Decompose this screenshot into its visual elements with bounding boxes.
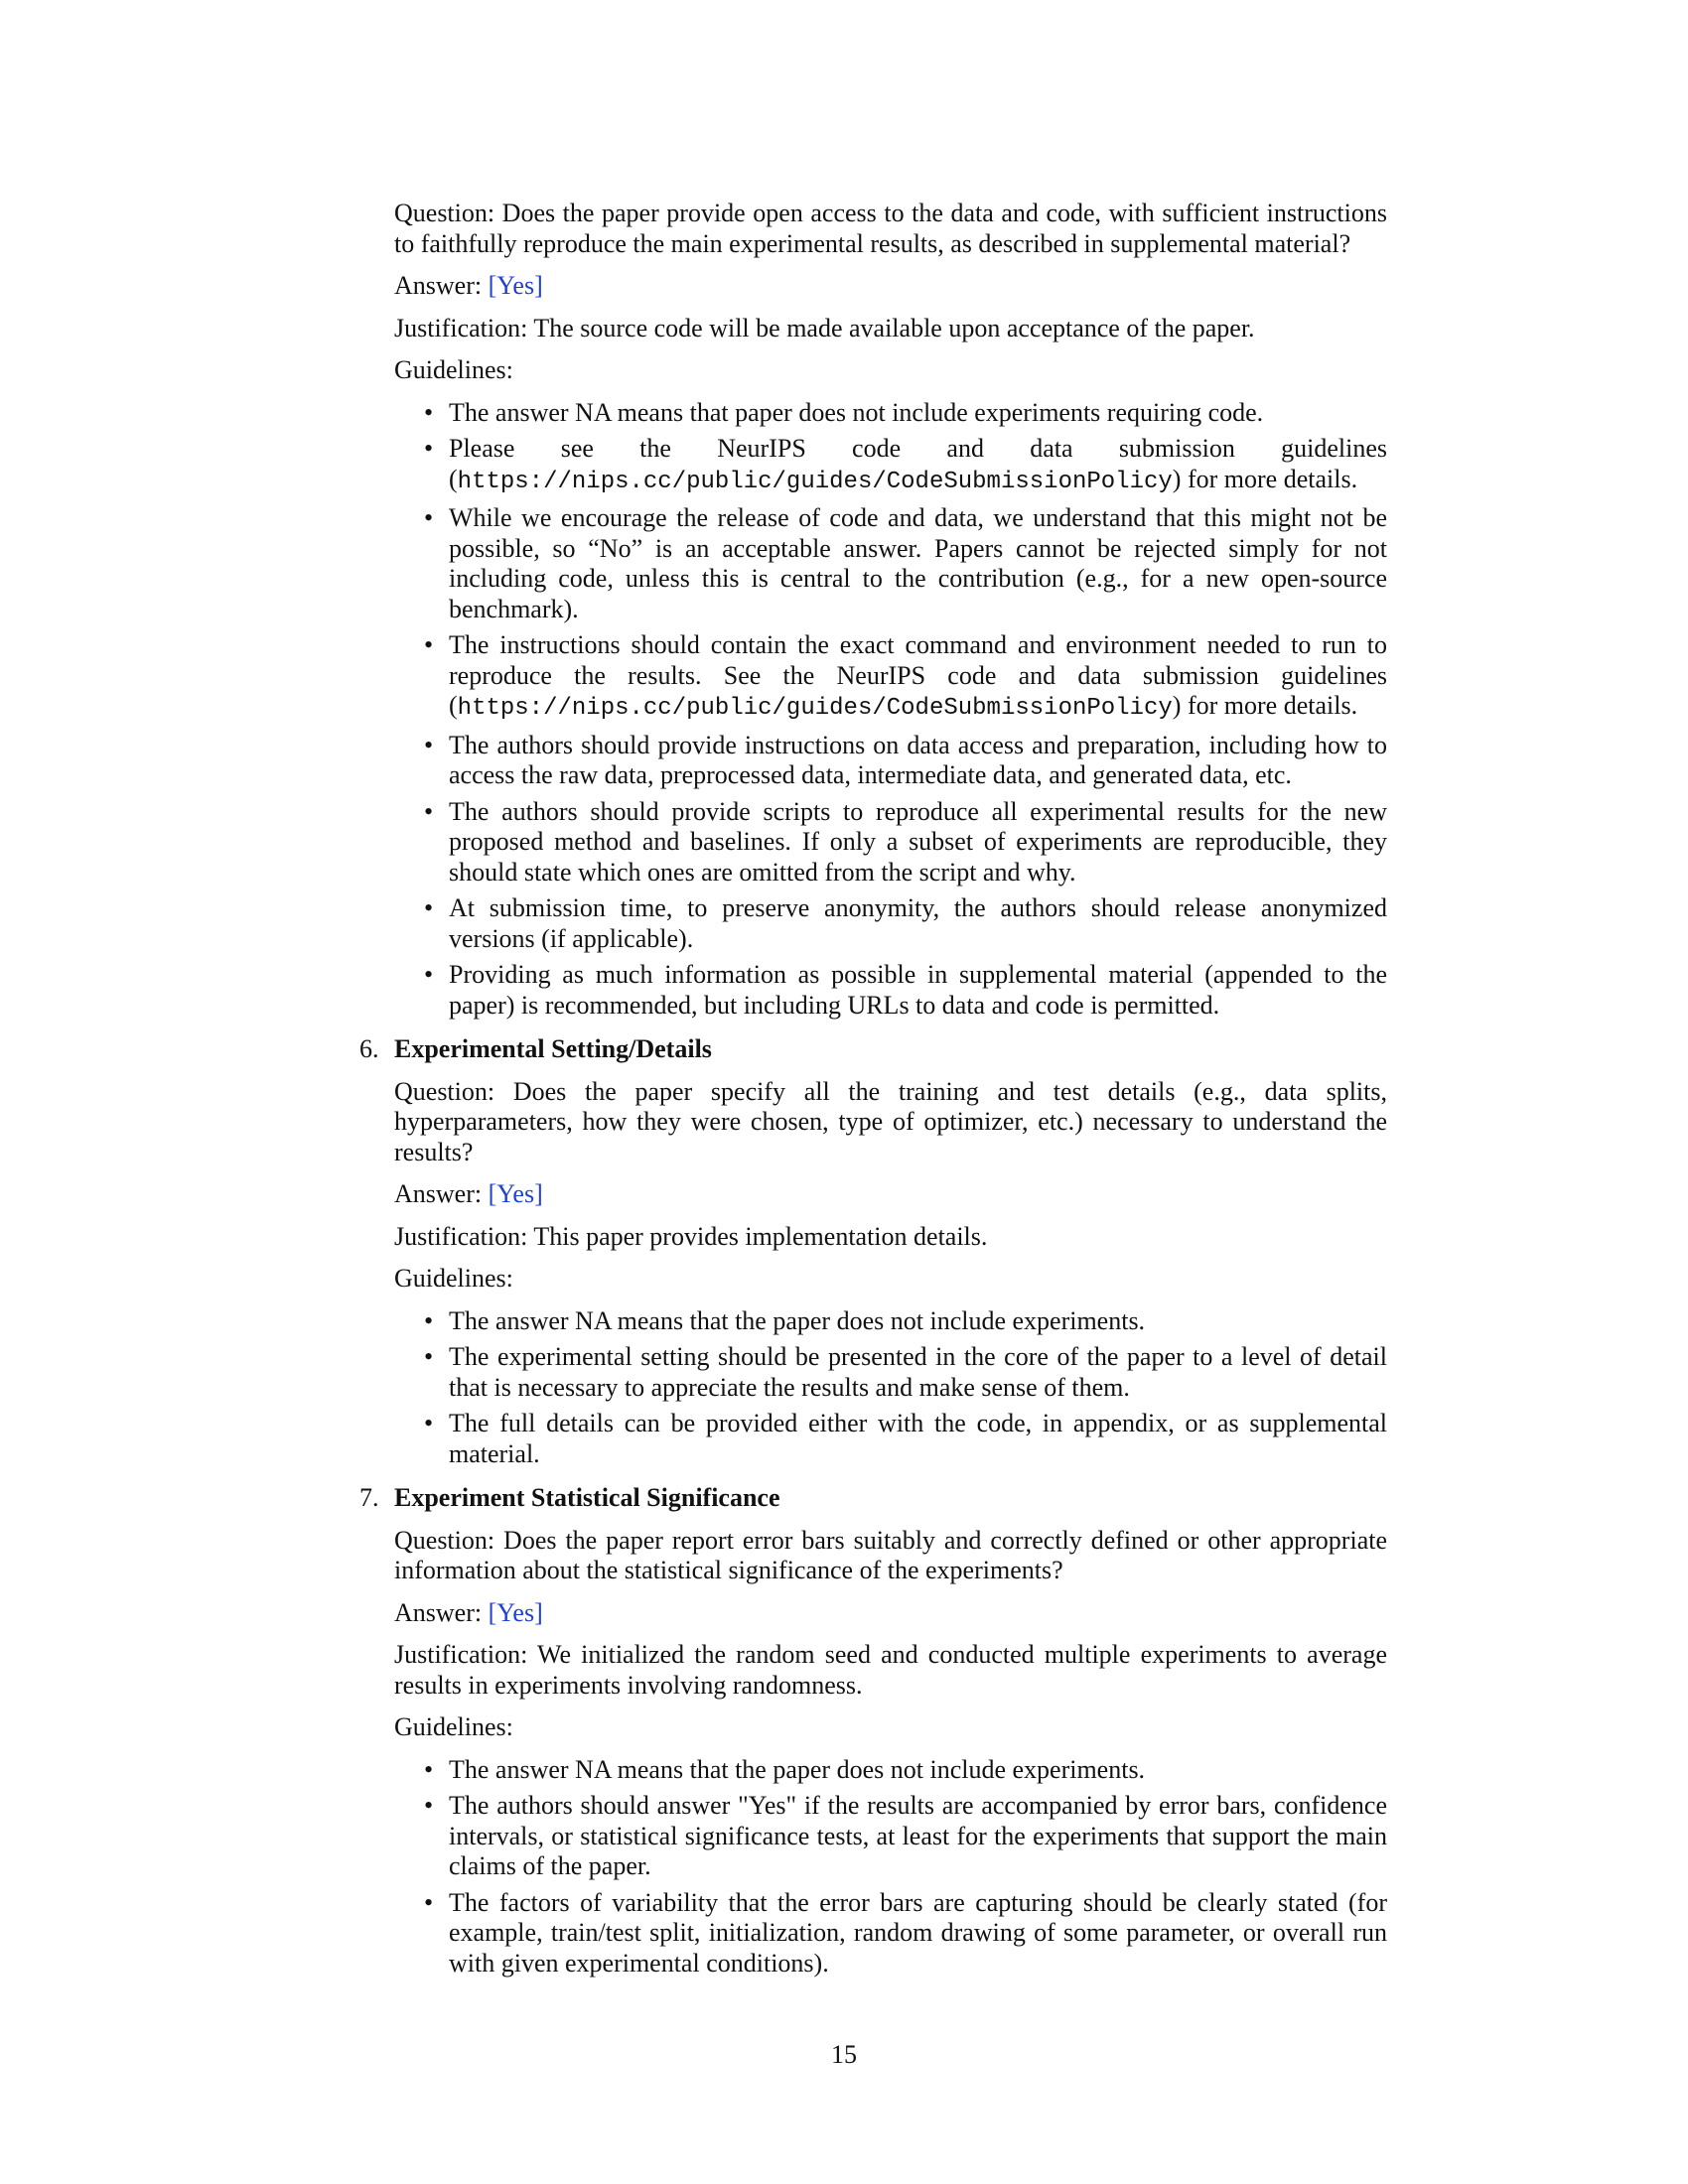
bullet-icon: • xyxy=(424,893,434,922)
section-number: 7. xyxy=(359,1483,379,1512)
section-number: 6. xyxy=(359,1034,379,1063)
section-7-answer-value[interactable]: [Yes] xyxy=(488,1597,543,1627)
list-item: • The full details can be provided either with the code, in appendix, or as supplemental material. xyxy=(424,1409,1387,1468)
list-item: • The authors should answer "Yes" if the results are accompanied by error bars, confidence intervals, or statistical significance tests, at least for the experiments that support the main claims of the paper. xyxy=(424,1791,1387,1880)
bullet-icon: • xyxy=(424,1409,434,1437)
top-guidelines-label: Guidelines: xyxy=(394,355,513,384)
section-6-justification: Justification: This paper provides implementation details. xyxy=(394,1221,988,1251)
section-7-answer-label: Answer: xyxy=(394,1597,483,1627)
list-item: • The answer NA means that the paper does not include experiments. xyxy=(424,1754,1146,1784)
page-number: 15 xyxy=(831,2040,857,2069)
list-item: • The factors of variability that the error bars are capturing should be clearly stated (for example, train/test split, initialization, random drawing of some parameter, or overall run with given experimental conditions). xyxy=(424,1887,1387,1978)
page-content xyxy=(359,199,1387,1990)
list-item: • The answer NA means that the paper does not include experiments. xyxy=(424,1305,1146,1335)
section-6-guidelines-label: Guidelines: xyxy=(394,1264,513,1293)
top-guidelines-list xyxy=(394,398,1387,1022)
bullet-icon: • xyxy=(424,1305,434,1335)
bullet-icon: • xyxy=(424,630,434,659)
bullet-icon: • xyxy=(424,503,434,532)
bullet-icon: • xyxy=(424,1342,434,1371)
section-7-question: Question: Does the paper report error bars suitably and correctly defined or other appropriate information about the statistical significance of the experiments? xyxy=(394,1525,1387,1584)
list-item: • Providing as much information as possible in supplemental material (appended to the paper) is recommended, but including URLs to data and code is permitted. xyxy=(424,960,1387,1020)
list-item: • The answer NA means that paper does not include experiments requiring code. xyxy=(424,397,1264,427)
section-6-guidelines-list xyxy=(394,1306,1387,1470)
section-title: Experiment Statistical Significance xyxy=(394,1483,780,1512)
section-6-answer-label: Answer: xyxy=(394,1179,483,1208)
list-item: • The instructions should contain the exact command and environment needed to run to reproduce the results. See the NeurIPS code and data submission guidelines (https://nips.cc/public/guides/CodeSubmissionPolicy) for more details. xyxy=(424,630,1387,722)
url-text[interactable]: https://nips.cc/public/guides/CodeSubmissionPolicy xyxy=(457,468,1173,495)
section-7-justification: Justification: We initialized the random seed and conducted multiple experiments to average results in experiments involving randomness. xyxy=(394,1640,1387,1700)
bullet-icon: • xyxy=(424,960,434,989)
section-7-guidelines-list xyxy=(394,1755,1387,1979)
list-item: • At submission time, to preserve anonymity, the authors should release anonymized versions (if applicable). xyxy=(424,893,1387,953)
top-question: Question: Does the paper provide open access to the data and code, with sufficient instructions to faithfully reproduce the main experimental results, as described in supplemental material? xyxy=(394,199,1387,258)
list-item: • The authors should provide scripts to reproduce all experimental results for the new proposed method and baselines. If only a subset of experiments are reproducible, they should state which ones are omitted from the script and why. xyxy=(424,796,1387,887)
section-6-heading xyxy=(359,1034,1387,1065)
section-6-answer-value[interactable]: [Yes] xyxy=(488,1179,543,1208)
list-item: • Please see the NeurIPS code and data submission guidelines (https://nips.cc/public/guides/CodeSubmissionPolicy) for more details. xyxy=(424,434,1387,495)
section-7-answer xyxy=(394,1598,1387,1629)
section-6-question: Question: Does the paper specify all the training and test details (e.g., data splits, hyperparameters, how they were chosen, type of optimizer, etc.) necessary to understand the results? xyxy=(394,1076,1387,1166)
bullet-icon: • xyxy=(424,796,434,826)
list-item: • The authors should provide instructions on data access and preparation, including how to access the raw data, preprocessed data, intermediate data, and generated data, etc. xyxy=(424,730,1387,789)
bullet-icon: • xyxy=(424,1754,434,1784)
bullet-icon: • xyxy=(424,397,434,427)
section-7-guidelines-label: Guidelines: xyxy=(394,1712,513,1741)
section-7-heading xyxy=(359,1483,1387,1514)
list-item: • While we encourage the release of code and data, we understand that this might not be possible, so “No” is an acceptable answer. Papers cannot be rejected simply for not including code, unless this is central to the contribution (e.g., for a new open-source benchmark). xyxy=(424,503,1387,623)
top-answer-value[interactable]: [Yes] xyxy=(488,271,543,300)
top-justification: Justification: The source code will be made available upon acceptance of the paper. xyxy=(394,313,1255,342)
url-text[interactable]: https://nips.cc/public/guides/CodeSubmissionPolicy xyxy=(457,695,1173,722)
bullet-icon: • xyxy=(424,1887,434,1917)
section-title: Experimental Setting/Details xyxy=(394,1034,712,1063)
list-item: • The experimental setting should be presented in the core of the paper to a level of detail that is necessary to appreciate the results and make sense of them. xyxy=(424,1342,1387,1402)
section-6-answer xyxy=(394,1179,1387,1210)
top-answer-label: Answer: xyxy=(394,271,483,300)
bullet-icon: • xyxy=(424,1791,434,1820)
bullet-icon: • xyxy=(424,730,434,759)
top-answer xyxy=(394,271,1387,302)
bullet-icon: • xyxy=(424,434,434,463)
